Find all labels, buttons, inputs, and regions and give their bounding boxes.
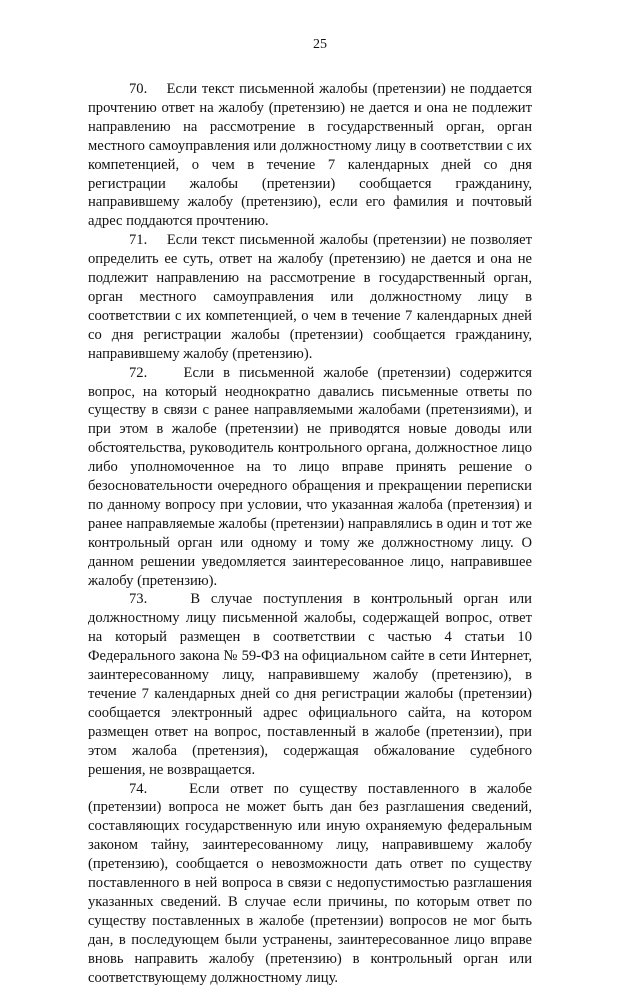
paragraph-text: Если в письменной жалобе (претензии) содержится вопрос, на который неоднократно давались письменные ответы по существу в связи с ранее направляемыми жалобами (претензиями), и при этом в жалобе (претензии) не приводятся новые доводы или обстоятельства, руководитель контрольного органа, должностное лицо либо уполномоченное на то лицо вправе принять решение о безосновательности очередного обращения и прекращении переписки по данному вопросу при условии, что указанная жалоба (претензия) и ранее направляемые жалобы (претензии) направлялись в один и тот же контрольный орган или одному и тому же должностному лицу. О данном решении уведомляется заинтересованное лицо, направившее жалобу (претензию). bbox=[88, 364, 532, 589]
paragraph-73 bbox=[88, 590, 532, 779]
paragraph-text: В случае поступления в контрольный орган или должностному лицу письменной жалобы, содержащей вопрос, ответ на который размещен в соответствии с частью 4 статьи 10 Федерального закона № 59-ФЗ на официальном сайте в сети Интернет, заинтересованному лицу, направившему жалобу (претензию), в течение 7 календарных дней со дня регистрации жалобы (претензии) сообщается электронный адрес официального сайта, на котором размещен ответ на вопрос, поставленный в жалобе (претензии), при этом жалоба (претензия), содержащая обжалование судебного решения, не возвращается. bbox=[88, 591, 532, 778]
paragraph-number: 71. bbox=[129, 232, 148, 249]
paragraph-71 bbox=[88, 231, 532, 363]
paragraph-number: 70. bbox=[129, 81, 148, 97]
document-body bbox=[88, 80, 532, 988]
paragraph-number: 74. bbox=[129, 780, 148, 797]
paragraph-text: Если текст письменной жалобы (претензии) не поддается прочтению ответ на жалобу (претензию) не дается и она не подлежит направлению на рассмотрение в государственный орган, орган местного самоуправления или должностному лицу в соответствии с их компетенцией, о чем в течение 7 календарных дней со дня регистрации жалобы (претензии) сообщается гражданину, направившему жалобу (претензию), если его фамилия и почтовый адрес поддаются прочтению. bbox=[88, 81, 533, 230]
paragraph-text: Если ответ по существу поставленного в жалобе (претензии) вопроса не может быть дан без разглашения сведений, составляющих государственную или иную охраняемую федеральным законом тайну, заинтересованному лицу, направившему жалобу (претензию), сообщается о невозможности дать ответ по существу поставленного в ней вопроса в связи с недопустимостью разглашения указанных сведений. В случае если причины, по которым ответ по существу поставленных в жалобе (претензии) вопросов не мог быть дан, в последующем были устранены, заинтересованное лицо вправе вновь направить жалобу (претензию) в контрольный орган или соответствующему должностному лицу. bbox=[88, 780, 533, 986]
paragraph-72 bbox=[88, 364, 532, 591]
page-number: 25 bbox=[313, 37, 327, 52]
paragraph-text: Если текст письменной жалобы (претензии) не позволяет определить ее суть, ответ на жалобу (претензию) не дается и она не подлежит направлению на рассмотрение в государственный орган, орган местного самоуправления или должностному лицу в соответствии с их компетенцией, о чем в течение 7 календарных дней со дня регистрации жалобы (претензии) сообщается гражданину, направившему жалобу (претензию). bbox=[88, 232, 533, 362]
paragraph-74 bbox=[88, 780, 532, 988]
paragraph-number: 72. bbox=[129, 364, 148, 381]
paragraph-number: 73. bbox=[129, 591, 148, 608]
paragraph-70 bbox=[88, 80, 532, 231]
